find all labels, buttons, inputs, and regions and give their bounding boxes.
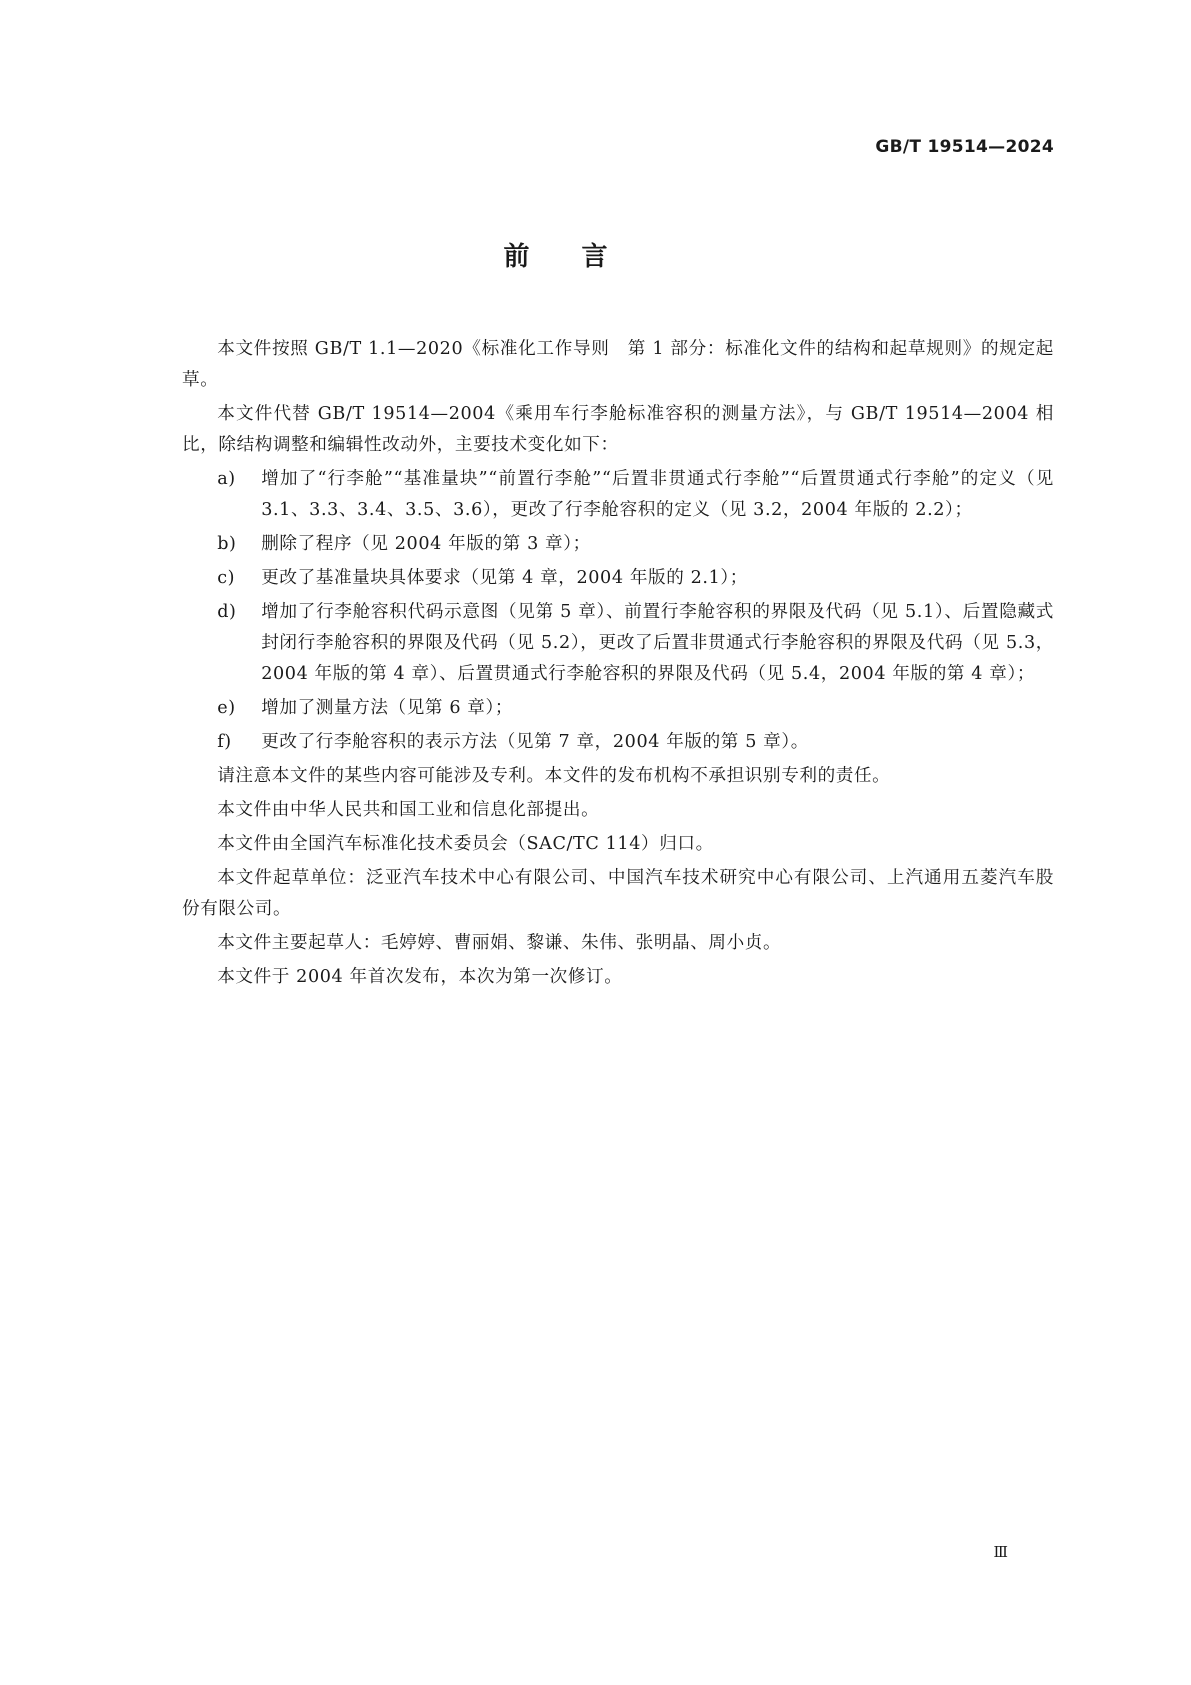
paragraph-replacement: 本文件代替 GB/T 19514—2004《乘用车行李舱标准容积的测量方法》，与 GB/T 19514—2004 相比，除结构调整和编辑性改动外，主要技术变化如下： [182,404,1054,455]
document-code: GB/T 19514—2024 [875,137,1054,157]
paragraph-drafting-units: 本文件起草单位：泛亚汽车技术中心有限公司、中国汽车技术研究中心有限公司、上汽通用五菱汽车股份有限公司。 [182,868,1054,919]
list-text: 删除了程序（见 2004 年版的第 3 章）； [261,534,591,554]
list-marker: f) [217,732,232,752]
page-title-char-1: 前 [503,242,530,272]
paragraph-proposer: 本文件由中华人民共和国工业和信息化部提出。 [217,800,600,820]
list-marker: b) [217,534,237,554]
list-marker: a) [217,469,236,489]
change-item-c [182,563,1054,594]
paragraph-patent-notice: 请注意本文件的某些内容可能涉及专利。本文件的发布机构不承担识别专利的责任。 [217,766,891,786]
list-marker: c) [217,568,236,588]
page-title-char-2: 言 [581,242,608,272]
foreword-body [182,334,1054,996]
list-marker: d) [217,602,237,622]
change-item-e [182,693,1054,724]
paragraph-drafters: 本文件主要起草人：毛婷婷、曹丽娟、黎谦、朱伟、张明晶、周小贞。 [217,933,782,953]
list-text: 更改了基准量块具体要求（见第 4 章，2004 年版的 2.1）； [261,568,748,588]
list-text: 增加了行李舱容积代码示意图（见第 5 章）、前置行李舱容积的界限及代码（见 5.1）、后置隐藏式封闭行李舱容积的界限及代码（见 5.2），更改了后置非贯通式行李舱容积的界限及代码（见 5.3，2004 年版的第 4 章）、后置贯通式行李舱容积的界限及代码（见 5.4，2004 年版的第 4 章）； [261,602,1054,684]
list-text: 更改了行李舱容积的表示方法（见第 7 章，2004 年版的第 5 章）。 [261,732,809,752]
change-item-a [182,464,1054,526]
page-title [0,236,1111,273]
paragraph-revision-history: 本文件于 2004 年首次发布，本次为第一次修订。 [217,967,623,987]
paragraph-committee: 本文件由全国汽车标准化技术委员会（SAC/TC 114）归口。 [217,834,714,854]
list-text: 增加了“行李舱”“基准量块”“前置行李舱”“后置非贯通式行李舱”“后置贯通式行李舱”的定义（见 3.1、3.3、3.4、3.5、3.6），更改了行李舱容积的定义（见 3.2，2004 年版的 2.2）； [261,469,1054,520]
paragraph-drafting-rules: 本文件按照 GB/T 1.1—2020《标准化工作导则 第 1 部分：标准化文件的结构和起草规则》的规定起草。 [182,339,1054,390]
change-item-f [182,727,1054,758]
list-marker: e) [217,698,236,718]
list-text: 增加了测量方法（见第 6 章）； [261,698,514,718]
change-item-b [182,529,1054,560]
page-number: Ⅲ [993,1543,1008,1561]
change-item-d [182,597,1054,690]
